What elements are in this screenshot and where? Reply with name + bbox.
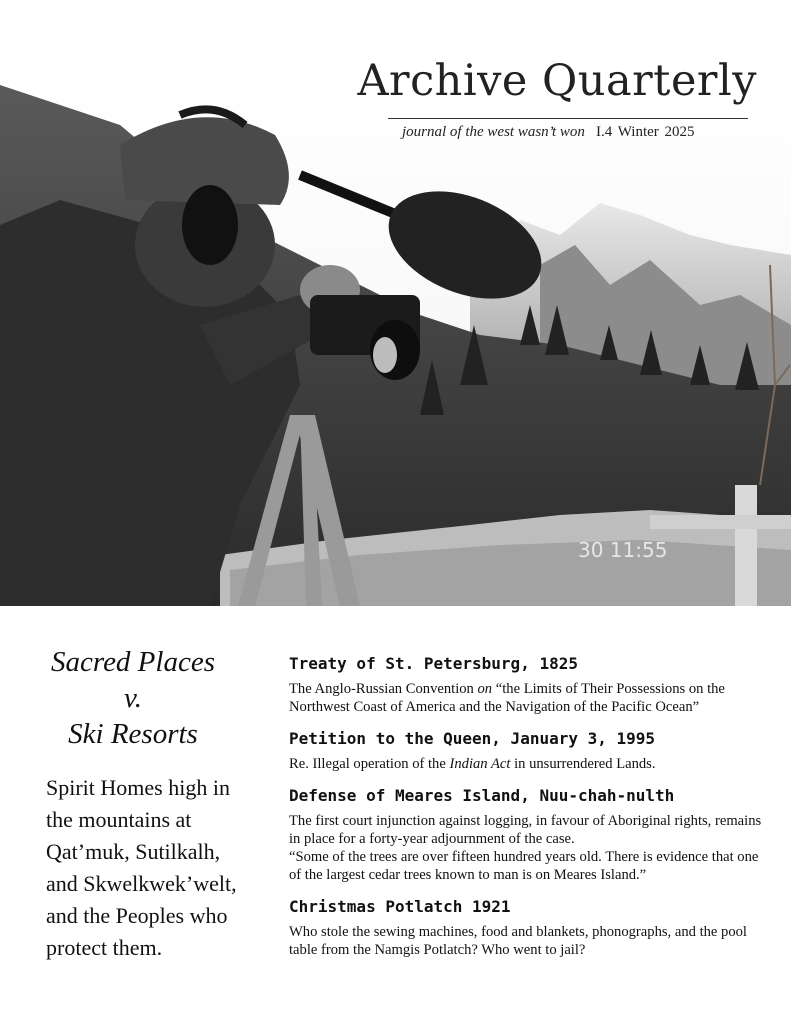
feature-lede: Spirit Homes high in the mountains at Qat’muk, Sutilkalh, and Skwelkwek’welt, and the Peoples who protect them.	[46, 775, 237, 960]
feature-headline	[28, 644, 238, 752]
masthead-rule	[388, 118, 748, 119]
body-text: “the Limits of Their Possessions on the Northwest Coast of America and the Navigation of the Pacific Ocean”	[289, 681, 725, 715]
article-petition	[289, 729, 769, 773]
masthead	[0, 0, 791, 150]
cover-photo	[0, 85, 791, 606]
article-heading: Christmas Potlatch 1921	[289, 897, 511, 916]
article-body: Who stole the sewing machines, food and blankets, phonographs, and the pool table from the Namgis Potlatch? Who went to jail?	[289, 924, 747, 958]
article-meares	[289, 786, 769, 884]
article-body	[289, 680, 769, 716]
body-emphasis: on	[477, 681, 493, 697]
article-body: The first court injunction against logging, in favour of Aboriginal rights, remains in place for a forty-year adjournment of the case.	[289, 813, 762, 847]
body-text: The Anglo-Russian Convention	[289, 681, 478, 697]
issue-info: I.4 Winter 2025	[596, 124, 695, 140]
body-emphasis: Indian Act	[449, 756, 511, 772]
article-heading: Defense of Meares Island, Nuu-chah-nulth	[289, 786, 675, 805]
headline-line: Ski Resorts	[68, 718, 198, 750]
magazine-title: Archive Quarterly	[357, 56, 757, 106]
article-heading: Treaty of St. Petersburg, 1825	[289, 654, 578, 673]
article-list	[289, 654, 769, 972]
body-text: in unsurrendered Lands.	[510, 756, 656, 772]
article-potlatch	[289, 897, 769, 959]
headline-line: Sacred Places	[50, 646, 215, 678]
photo-timestamp: 30 11:55	[578, 538, 668, 562]
magazine-tagline: journal of the west wasn’t won	[402, 124, 585, 140]
article-quote: “Some of the trees are over fifteen hundred years old. There is evidence that one of the largest cedar trees known to man is on Meares Island.”	[289, 849, 759, 883]
article-body	[289, 755, 769, 773]
article-treaty	[289, 654, 769, 716]
headline-line: v.	[124, 682, 142, 714]
article-heading: Petition to the Queen, January 3, 1995	[289, 729, 656, 748]
body-text: Re. Illegal operation of the	[289, 756, 450, 772]
